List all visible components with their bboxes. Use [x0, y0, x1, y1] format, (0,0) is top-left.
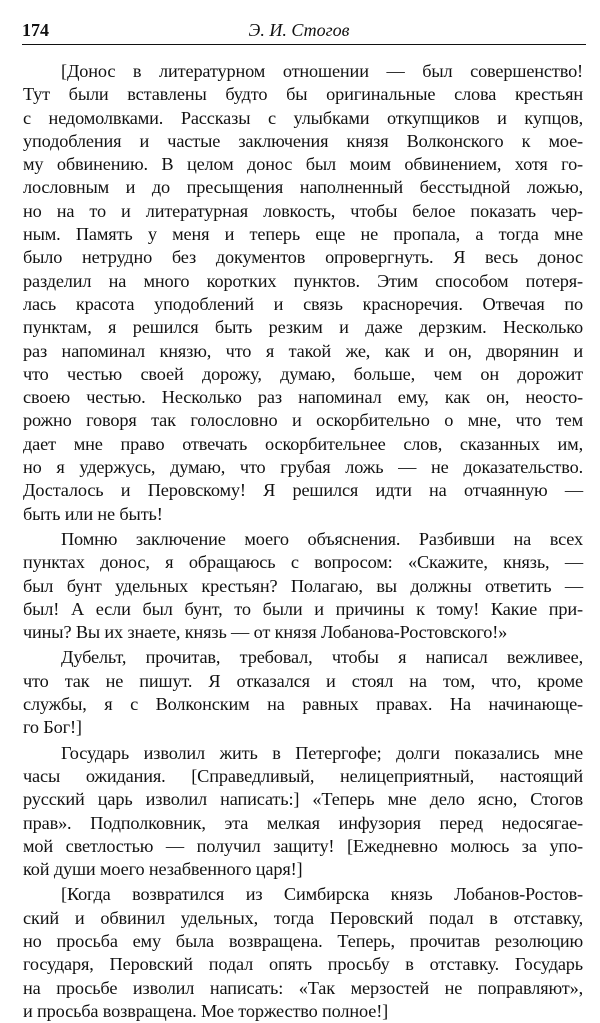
running-title: Э. И. Стогов	[248, 20, 350, 40]
paragraph	[23, 883, 583, 1023]
text-line: Помню заключение моего объяснения. Разбивши на всех	[61, 528, 583, 549]
text-line: разделил на много коротких пунктов. Этим способом потеря-	[23, 270, 583, 291]
text-line: мой светлостью — получил защиту! [Ежедневно молюсь за упо-	[23, 835, 583, 856]
text-line: пунктам, я решился быть резким и даже дерзким. Несколько	[23, 317, 583, 338]
text-line: что так не пишут. Я отказался и стоял на том, что, кроме	[23, 670, 583, 691]
text-line: своею честью. Несколько раз напоминал ему, как он, неосто-	[23, 387, 583, 408]
text-line: русский царь изволил написать:] «Теперь мне дело ясно, Стогов	[23, 789, 583, 810]
text-line: уподобления и частые заключения князя Волконского к мое-	[23, 130, 583, 151]
text-line: дает мне право отвечать оскорбительнее слов, сказанных им,	[23, 433, 583, 454]
text-line: на просьбе изволил написать: «Так мерзостей не поправляют»,	[23, 977, 583, 998]
text-line: пунктах донос, я обращаюсь с вопросом: «Скажите, князь, —	[23, 552, 583, 573]
text-line: но на то и литературная ловкость, чтобы белое показать чер-	[23, 200, 583, 221]
text-line: но я удержусь, думаю, что грубая ложь — не доказательство.	[23, 457, 583, 478]
text-line: кой души моего незабвенного царя!]	[23, 859, 303, 880]
text-line: ский и обвинил удельных, тогда Перовский подал в отставку,	[23, 907, 583, 928]
text-line: был бунт удельных крестьян? Полагаю, вы должны ответить —	[23, 575, 583, 596]
text-line: с недомолвками. Рассказы с улыбками откупщиков и купцов,	[23, 107, 583, 128]
text-line: Государь изволил жить в Петергофе; долги показались мне	[61, 742, 583, 763]
text-line: лась красота уподоблений и связь красноречия. Отвечая по	[23, 293, 583, 314]
text-line: [Донос в литературном отношении — был совершенство!	[61, 61, 583, 81]
text-line: службы, я с Волконским на равных правах. На начинающе-	[23, 694, 583, 715]
text-line: Дубельт, прочитав, требовал, чтобы я написал вежливее,	[61, 647, 583, 668]
text-line: было нетрудно без документов опровергнуть. Я весь донос	[23, 247, 583, 268]
text-line: [Когда возвратился из Симбирска князь Лобанов-Ростов-	[61, 884, 583, 905]
text-line: прав». Подполковник, эта мелкая инфузория перед недосягае-	[23, 812, 583, 833]
text-line: го Бог!]	[23, 717, 82, 738]
text-line: был! А если был бунт, то были и причины к тому! Какие при-	[23, 598, 583, 619]
page-header	[12, 0, 586, 46]
text-line: но просьба ему была возвращена. Теперь, прочитав резолюцию	[23, 930, 583, 951]
text-line: ным. Память у меня и теперь еще не пропала, а тогда мне	[23, 224, 583, 245]
paragraph	[23, 742, 583, 882]
text-line: чины? Вы их знаете, князь — от князя Лобанова-Ростовского!»	[23, 622, 508, 643]
paragraph	[23, 646, 583, 739]
text-line: му обвинению. В целом донос был моим обвинением, хотя го-	[23, 154, 583, 175]
text-line: лословным и до пресыщения наполненный бесстыдной ложью,	[23, 177, 583, 198]
text-line: что честью своей дорожу, думаю, больше, чем он дорожит	[23, 363, 583, 384]
text-line: и просьба возвращена. Мое торжество полное!]	[23, 1000, 389, 1021]
text-line: Тут были вставлены будто бы оригинальные слова крестьян	[23, 84, 583, 105]
text-line: рожно говоря так голословно и оскорбительно о мне, что тем	[23, 410, 583, 431]
text-line: государя, Перовский подал опять просьбу в отставку. Государь	[23, 954, 583, 975]
text-line: Досталось и Перовскому! Я решился идти на отчаянную —	[23, 480, 583, 501]
paragraph	[23, 60, 583, 526]
text-line: раз напоминал князю, что я такой же, как и он, дворянин и	[23, 340, 583, 361]
text-line: часы ожидания. [Справедливый, нелицеприятный, настоящий	[23, 765, 583, 786]
header-rule	[22, 44, 586, 45]
body-text	[23, 60, 583, 1023]
page-number: 174	[22, 20, 49, 40]
paragraph	[23, 528, 583, 644]
text-line: быть или не быть!	[23, 503, 163, 524]
